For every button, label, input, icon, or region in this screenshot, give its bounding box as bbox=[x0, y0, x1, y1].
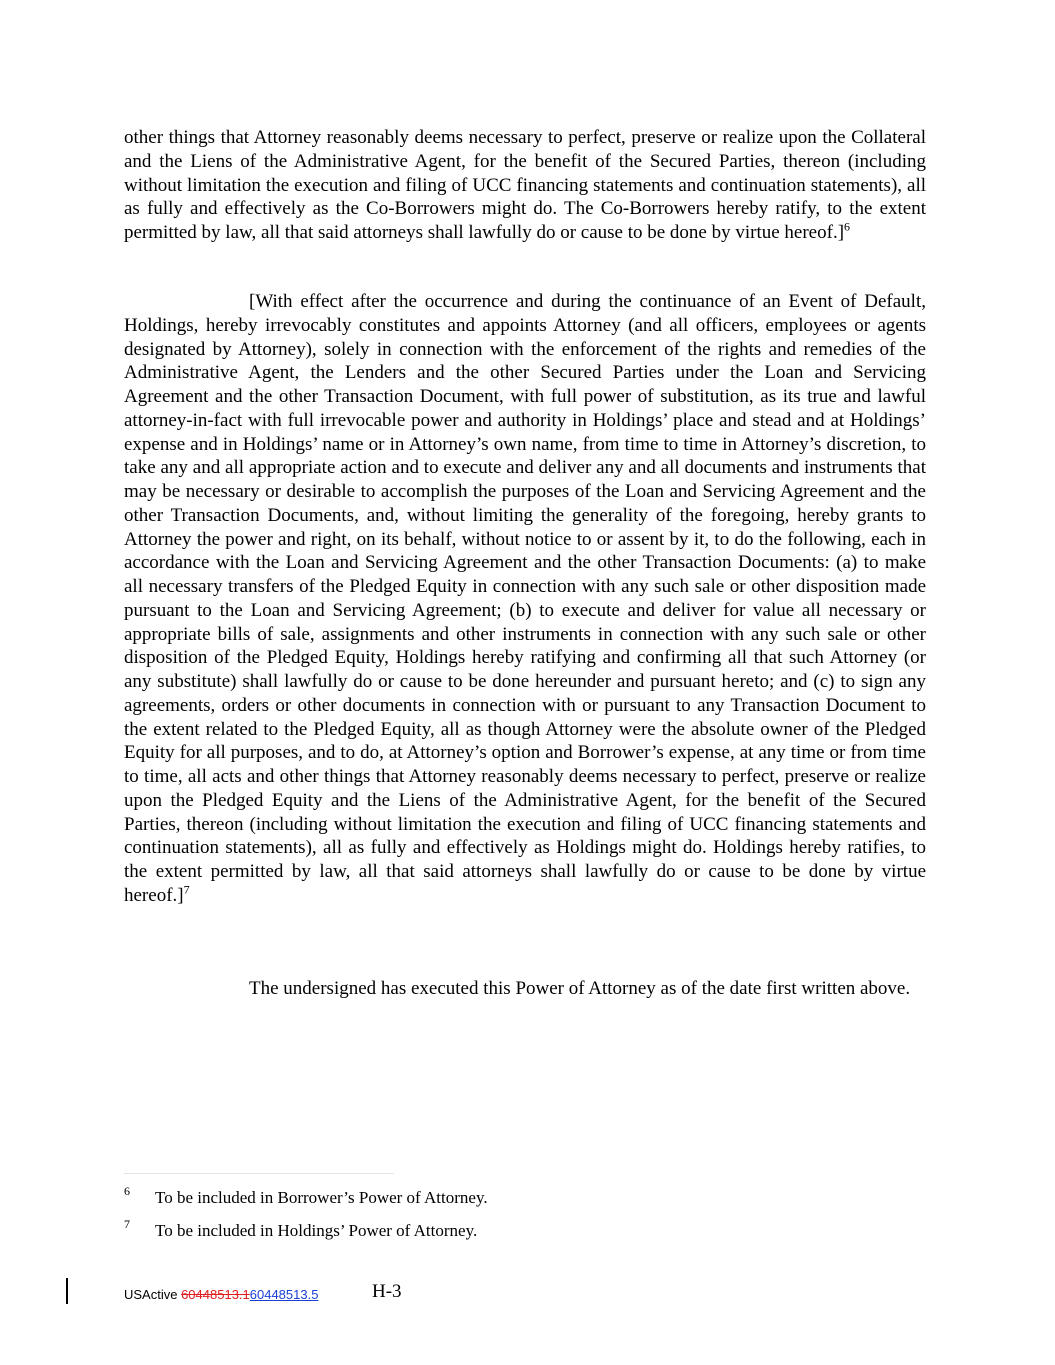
footnote-reference-6: 6 bbox=[844, 219, 851, 234]
footnote-text: To be included in Borrower’s Power of Attorney. bbox=[155, 1188, 488, 1207]
footnote-separator bbox=[124, 1173, 394, 1174]
deleted-doc-id: 60448513.1 bbox=[181, 1287, 250, 1302]
paragraph-execution-statement bbox=[124, 977, 926, 1001]
footnote-text: To be included in Holdings’ Power of Attorney. bbox=[155, 1221, 478, 1240]
footnote-number: 6 bbox=[124, 1184, 130, 1198]
page-number: H-3 bbox=[372, 1281, 402, 1302]
paragraph-text: other things that Attorney reasonably deems necessary to perfect, preserve or realize upon the Collateral and the Liens of the Administrative Agent, for the benefit of the Secured Parties, thereon (including without limitation the execution and filing of UCC financing statements and continuation statements), all as fully and effectively as the Co-Borrowers might do. The Co-Borrowers hereby ratify, to the extent permitted by law, all that said attorneys shall lawfully do or cause to be done by virtue hereof.] bbox=[124, 127, 926, 243]
paragraph-text: [With effect after the occurrence and during the continuance of an Event of Default, Holdings, hereby irrevocably constitutes and appoints Attorney (and all officers, employees or agents designated by Attorney), solely in connection with the enforcement of the rights and remedies of the Administrative Agent, the Lenders and the other Secured Parties under the Loan and Servicing Agreement and the other Transaction Document, with full power of substitution, as its true and lawful attorney-in-fact with full irrevocable power and authority in Holdings’ place and stead and at Holdings’ expense and in Holdings’ name or in Attorney’s own name, from time to time in Attorney’s discretion, to take any and all appropriate action and to execute and deliver any and all documents and instruments that may be necessary or desirable to accomplish the purposes of the Loan and Servicing Agreement and the other Transaction Documents, and, without limiting the generality of the foregoing, hereby grants to Attorney the power and right, on its behalf, without notice to or assent by it, to do the following, each in accordance with the Loan and Servicing Agreement and the other Transaction Documents: (a) to make all necessary transfers of the Pledged Equity in connection with any such sale or other disposition made pursuant to the Loan and Servicing Agreement; (b) to execute and deliver for value all necessary or appropriate bills of sale, assignments and other instruments in connection with any such sale or other disposition of the Pledged Equity, Holdings hereby ratifying and confirming all that such Attorney (or any substitute) shall lawfully do or cause to be done hereunder and pursuant hereto; and (c) to sign any agreements, orders or other documents in connection with or pursuant to any Transaction Document to the extent related to the Pledged Equity, all as though Attorney were the absolute owner of the Pledged Equity for all purposes, and to do, at Attorney’s option and Borrower’s expense, at any time or from time to time, all acts and other things that Attorney reasonably deems necessary to perfect, preserve or realize upon the Pledged Equity and the Liens of the Administrative Agent, for the benefit of the Secured Parties, thereon (including without limitation the execution and filing of UCC financing statements and continuation statements), all as fully and effectively as Holdings might do. Holdings hereby ratifies, to the extent permitted by law, all that said attorneys shall lawfully do or cause to be done by virtue hereof.] bbox=[124, 291, 926, 906]
doc-id-prefix: USActive bbox=[124, 1287, 182, 1302]
inserted-doc-id: 60448513.5 bbox=[249, 1287, 319, 1302]
paragraph-text: The undersigned has executed this Power of Attorney as of the date first written above. bbox=[249, 978, 911, 999]
footnote-reference-7: 7 bbox=[183, 882, 190, 897]
paragraph-holdings-power-of-attorney bbox=[124, 290, 926, 908]
document-id bbox=[124, 1287, 318, 1302]
revision-change-bar bbox=[66, 1278, 68, 1304]
footnote-number: 7 bbox=[124, 1217, 130, 1231]
paragraph-co-borrowers-continuation bbox=[124, 126, 926, 245]
